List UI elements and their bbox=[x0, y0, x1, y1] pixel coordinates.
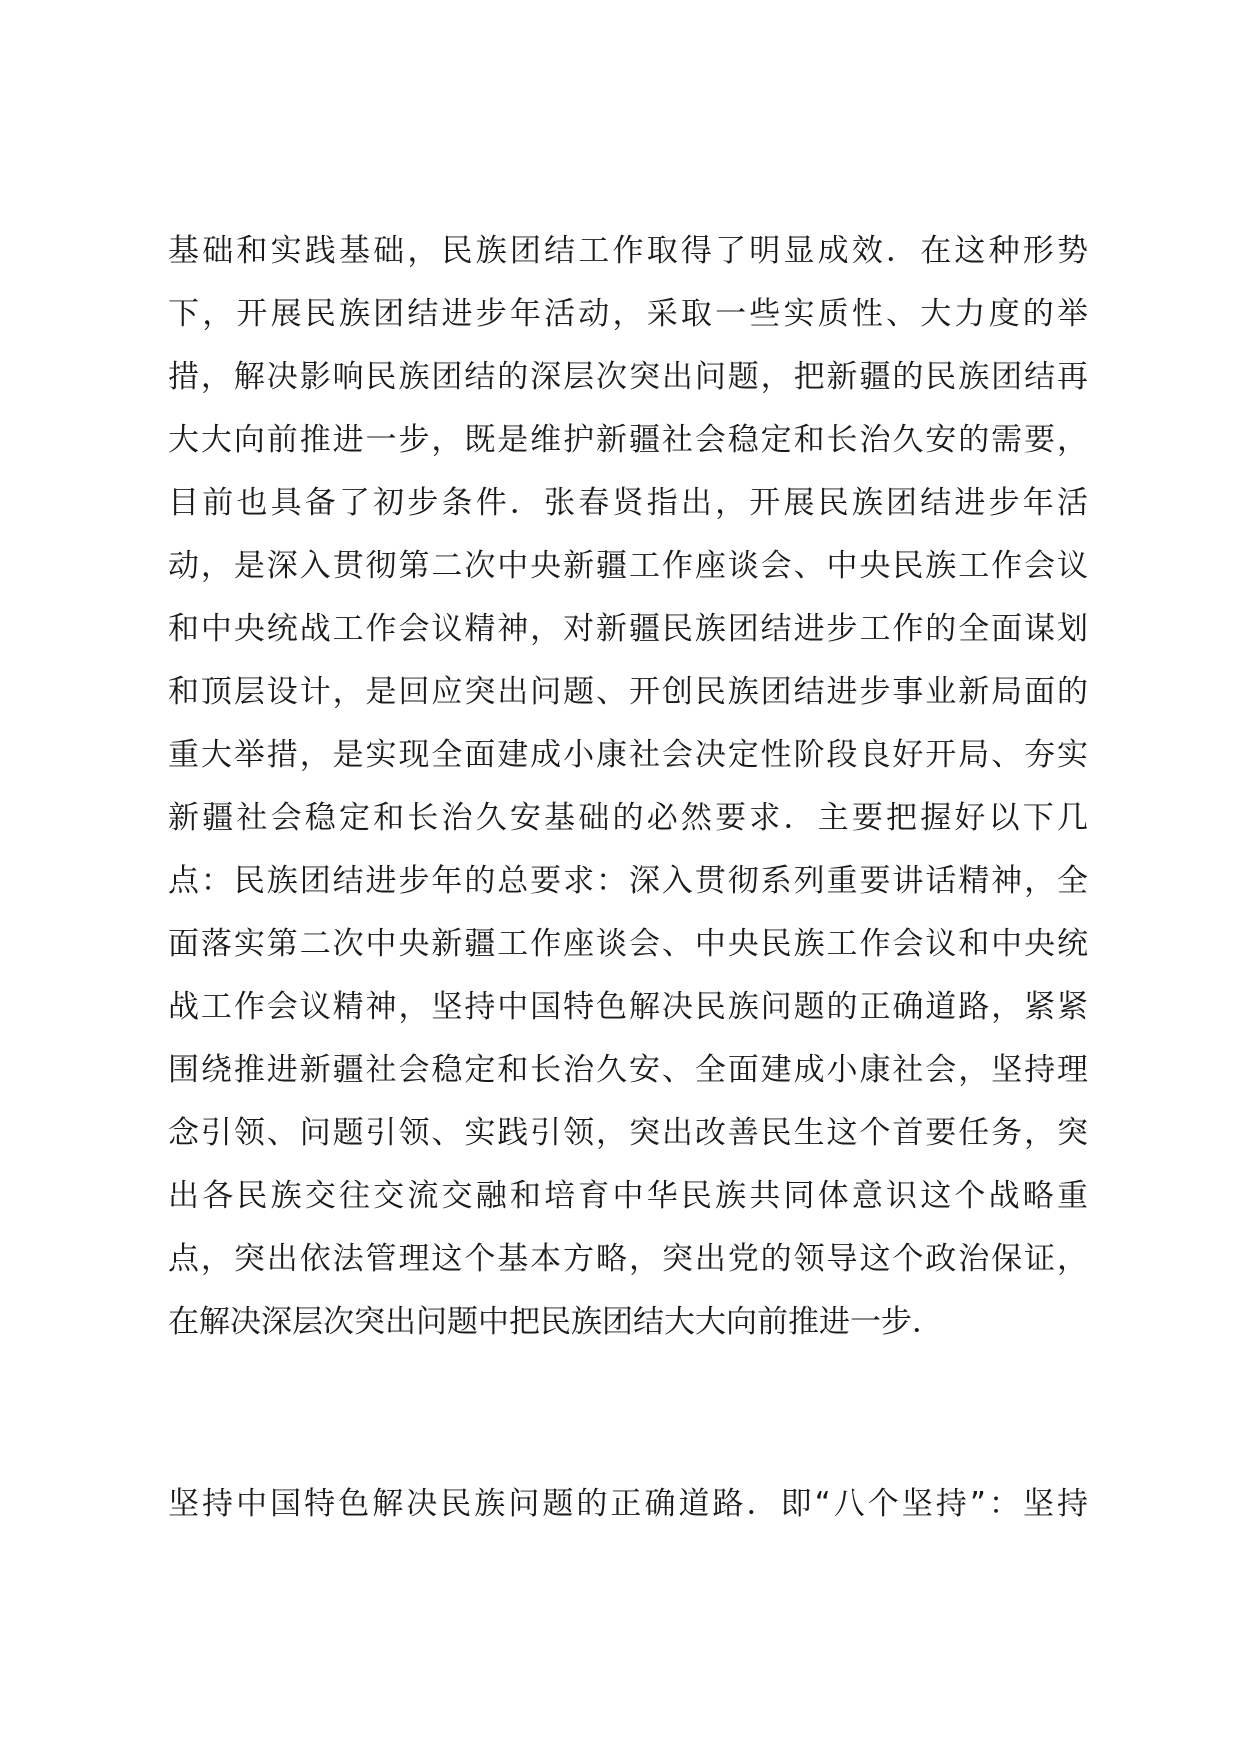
text-line: 围绕推进新疆社会稳定和长治久安、全面建成小康社会，坚持理 bbox=[168, 1052, 1088, 1088]
text-line: 和中央统战工作会议精神，对新疆民族团结进步工作的全面谋划 bbox=[168, 611, 1088, 647]
text-line: 念引领、问题引领、实践引领，突出改善民生这个首要任务，突 bbox=[168, 1115, 1088, 1151]
text-line: 出各民族交往交流交融和培育中华民族共同体意识这个战略重 bbox=[168, 1178, 1088, 1214]
text-line: 面落实第二次中央新疆工作座谈会、中央民族工作会议和中央统 bbox=[168, 926, 1088, 962]
text-line: 坚持中国特色解决民族问题的正确道路．即“八个坚持”：坚持 bbox=[168, 1486, 1088, 1522]
paragraph bbox=[168, 220, 1088, 1354]
text-line: 在解决深层次突出问题中把民族团结大大向前推进一步． bbox=[168, 1304, 943, 1340]
paragraph-gap bbox=[168, 1354, 1088, 1473]
text-line: 战工作会议精神，坚持中国特色解决民族问题的正确道路，紧紧 bbox=[168, 989, 1088, 1025]
text-line: 重大举措，是实现全面建成小康社会决定性阶段良好开局、夯实 bbox=[168, 737, 1088, 773]
text-line: 基础和实践基础，民族团结工作取得了明显成效．在这种形势 bbox=[168, 233, 1088, 269]
text-line: 新疆社会稳定和长治久安基础的必然要求．主要把握好以下几 bbox=[168, 800, 1088, 836]
document-body bbox=[168, 220, 1088, 1536]
text-line: 目前也具备了初步条件．张春贤指出，开展民族团结进步年活 bbox=[168, 485, 1088, 521]
text-line: 大大向前推进一步，既是维护新疆社会稳定和长治久安的需要， bbox=[168, 422, 1088, 458]
text-line: 点，突出依法管理这个基本方略，突出党的领导这个政治保证， bbox=[168, 1241, 1088, 1277]
text-line: 措，解决影响民族团结的深层次突出问题，把新疆的民族团结再 bbox=[168, 359, 1088, 395]
text-line: 点：民族团结进步年的总要求：深入贯彻系列重要讲话精神，全 bbox=[168, 863, 1088, 899]
paragraph bbox=[168, 1473, 1088, 1536]
text-line: 动，是深入贯彻第二次中央新疆工作座谈会、中央民族工作会议 bbox=[168, 548, 1088, 584]
text-line: 和顶层设计，是回应突出问题、开创民族团结进步事业新局面的 bbox=[168, 674, 1088, 710]
text-line: 下，开展民族团结进步年活动，采取一些实质性、大力度的举 bbox=[168, 296, 1088, 332]
